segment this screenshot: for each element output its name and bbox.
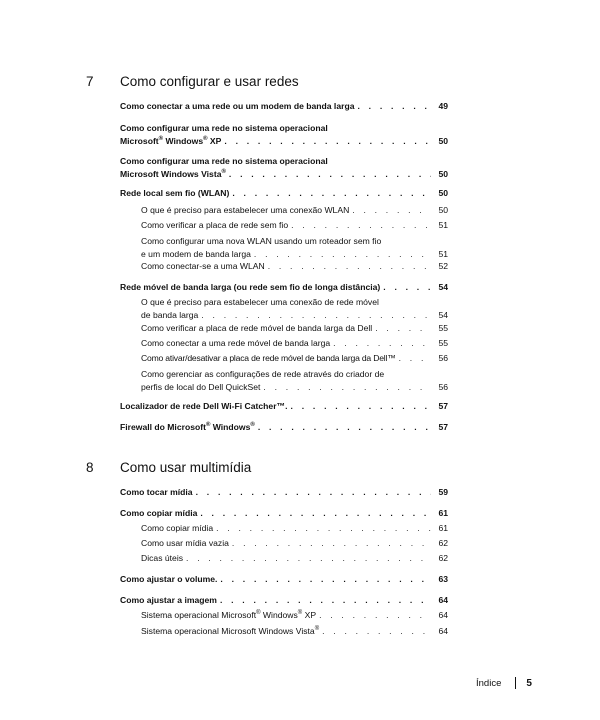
toc-entry[interactable]: Firewall do Microsoft® Windows® . . . 57 — [120, 421, 448, 434]
chapter-title: Como usar multimídia — [120, 460, 252, 475]
toc-subentry[interactable]: O que é preciso para estabelecer uma conexão de rede móvel de banda larga . . . 54 — [141, 296, 448, 322]
page-ref: 64 — [438, 595, 448, 605]
toc-subentry[interactable]: O que é preciso para estabelecer uma conexão WLAN . . . 50 — [141, 204, 448, 217]
page-ref: 56 — [438, 353, 448, 363]
chapter-title: Como configurar e usar redes — [120, 74, 299, 89]
page-ref: 50 — [438, 169, 448, 179]
toc-entry[interactable]: Como conectar a uma rede ou um modem de banda larga . . . 49 — [120, 100, 448, 113]
toc-subentry[interactable]: Sistema operacional Microsoft Windows Vista® . . . 64 — [141, 625, 448, 638]
toc-subentry[interactable]: Dicas úteis . . . 62 — [141, 552, 448, 565]
toc-entry[interactable]: Rede móvel de banda larga (ou rede sem fio de longa distância) . . . 54 — [120, 281, 448, 294]
page-ref: 54 — [438, 282, 448, 292]
page-ref: 51 — [438, 249, 448, 259]
toc-subentry[interactable]: Como gerenciar as configurações de rede através do criador de perfis de local do Dell QuickSet . . . 56 — [141, 368, 448, 394]
toc-entry[interactable]: Como ajustar a imagem . . . 64 — [120, 594, 448, 607]
chapter-heading — [86, 460, 448, 475]
page-ref: 56 — [438, 382, 448, 392]
page-ref: 63 — [438, 574, 448, 584]
toc-entry[interactable]: Como configurar uma rede no sistema operacional Microsoft Windows Vista® . . . 50 — [120, 155, 448, 181]
page-ref: 50 — [438, 205, 448, 215]
page-ref: 64 — [438, 610, 448, 620]
page-ref: 51 — [438, 220, 448, 230]
toc-subentry[interactable]: Como conectar a uma rede móvel de banda larga . . . 55 — [141, 337, 448, 350]
toc-entry[interactable]: Como ajustar o volume. . . . 63 — [120, 573, 448, 586]
page-ref: 64 — [438, 626, 448, 636]
page-ref: 61 — [438, 523, 448, 533]
toc-subentry[interactable]: Como conectar-se a uma WLAN . . . 52 — [141, 260, 448, 273]
page-ref: 61 — [438, 508, 448, 518]
page-ref: 54 — [438, 310, 448, 320]
page-ref: 50 — [438, 136, 448, 146]
page-ref: 62 — [438, 538, 448, 548]
page-ref: 57 — [438, 401, 448, 411]
toc-subentry[interactable]: Sistema operacional Microsoft® Windows® XP . . . 64 — [141, 609, 448, 622]
page-ref: 55 — [438, 338, 448, 348]
toc-entry[interactable]: Rede local sem fio (WLAN) . . . 50 — [120, 187, 448, 200]
footer-divider — [515, 677, 516, 689]
page-ref: 50 — [438, 188, 448, 198]
toc-entry[interactable]: Localizador de rede Dell Wi-Fi Catcher™. . . . 57 — [120, 400, 448, 413]
page-ref: 52 — [438, 261, 448, 271]
page-ref: 55 — [438, 323, 448, 333]
toc-subentry[interactable]: Como verificar a placa de rede móvel de banda larga da Dell . . . 55 — [141, 322, 448, 335]
page-footer — [476, 677, 540, 689]
chapter-number: 7 — [86, 74, 94, 89]
toc-entry[interactable]: Como copiar mídia . . . 61 — [120, 507, 448, 520]
toc-subentry[interactable]: Como configurar uma nova WLAN usando um roteador sem fio e um modem de banda larga . . . 51 — [141, 235, 448, 261]
page-ref: 62 — [438, 553, 448, 563]
toc-subentry[interactable]: Como copiar mídia . . . 61 — [141, 522, 448, 535]
toc-entry[interactable]: Como tocar mídia . . . 59 — [120, 486, 448, 499]
chapter-heading — [86, 74, 448, 89]
chapter-number: 8 — [86, 460, 94, 475]
toc-subentry[interactable]: Como verificar a placa de rede sem fio . . . 51 — [141, 219, 448, 232]
toc-entry[interactable]: Como configurar uma rede no sistema operacional Microsoft® Windows® XP . . . 50 — [120, 122, 448, 148]
page-ref: 49 — [438, 101, 448, 111]
toc-subentry[interactable]: Como ativar/desativar a placa de rede móvel de banda larga da Dell™ . . . 56 — [141, 352, 448, 365]
page-ref: 57 — [438, 422, 448, 432]
toc-subentry[interactable]: Como usar mídia vazia . . . 62 — [141, 537, 448, 550]
page-ref: 59 — [438, 487, 448, 497]
page-number: 5 — [526, 677, 532, 689]
footer-label: Índice — [476, 677, 502, 689]
